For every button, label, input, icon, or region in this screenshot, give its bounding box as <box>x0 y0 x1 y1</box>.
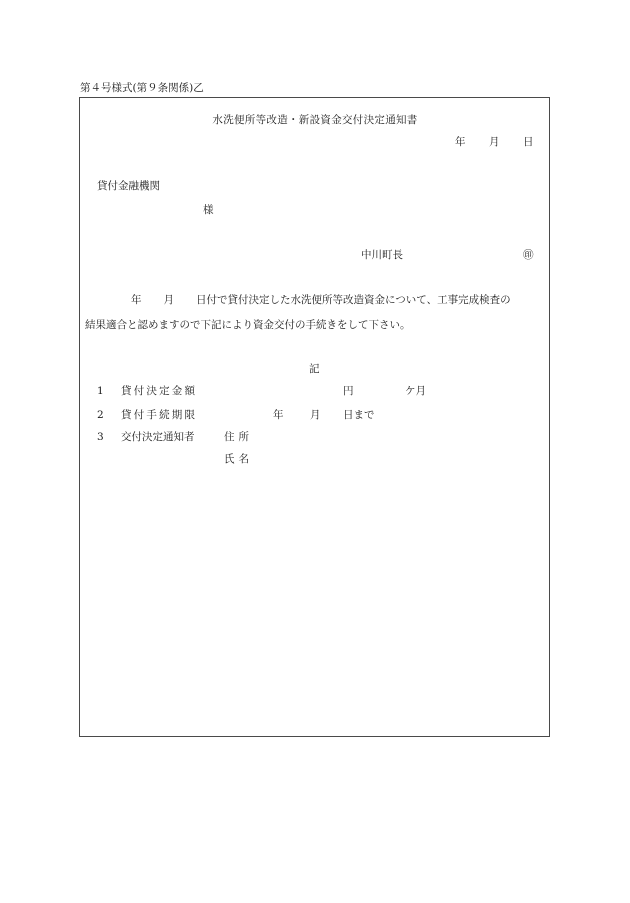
document-title: 水洗便所等改造・新設資金交付決定通知書 <box>212 114 418 126</box>
item-3-label: 交付決定通知者 <box>121 431 195 443</box>
address-label: 住所 <box>224 431 253 443</box>
item-2-number: 2 <box>97 409 104 421</box>
amount-yen-unit: 円 <box>343 385 354 397</box>
item-1-label: 貸付決定金額 <box>121 385 198 397</box>
honorific: 様 <box>203 204 214 216</box>
form-number-label: 第４号様式(第９条関係)乙 <box>80 82 204 94</box>
body-year-label: 年 <box>131 294 142 306</box>
item-3-number: 3 <box>97 431 104 443</box>
amount-months-unit: ケ月 <box>405 385 426 397</box>
item-1-number: 1 <box>97 385 104 397</box>
body-month-label: 月 <box>163 294 174 306</box>
date-day-label: 日 <box>523 136 534 148</box>
body-line-2: 結果適合と認めますので下記により資金交付の手続きをして下さい。 <box>85 319 411 331</box>
date-month-label: 月 <box>489 136 500 148</box>
name-label: 氏名 <box>224 453 253 465</box>
deadline-year-label: 年 <box>273 409 284 421</box>
seal-mark: ㊞ <box>523 249 534 261</box>
body-line-1 <box>131 295 511 306</box>
date-year-label: 年 <box>455 136 466 148</box>
ki-heading: 記 <box>309 363 320 375</box>
issuer-name: 中川町長 <box>361 249 403 261</box>
item-2-label: 貸付手続期限 <box>121 409 198 421</box>
deadline-month-label: 月 <box>310 409 321 421</box>
deadline-day-label: 日まで <box>343 409 375 421</box>
addressee: 貸付金融機関 <box>97 180 160 192</box>
body-text-1: 日付で貸付決定した水洗便所等改造資金について、工事完成検査の <box>196 294 511 306</box>
